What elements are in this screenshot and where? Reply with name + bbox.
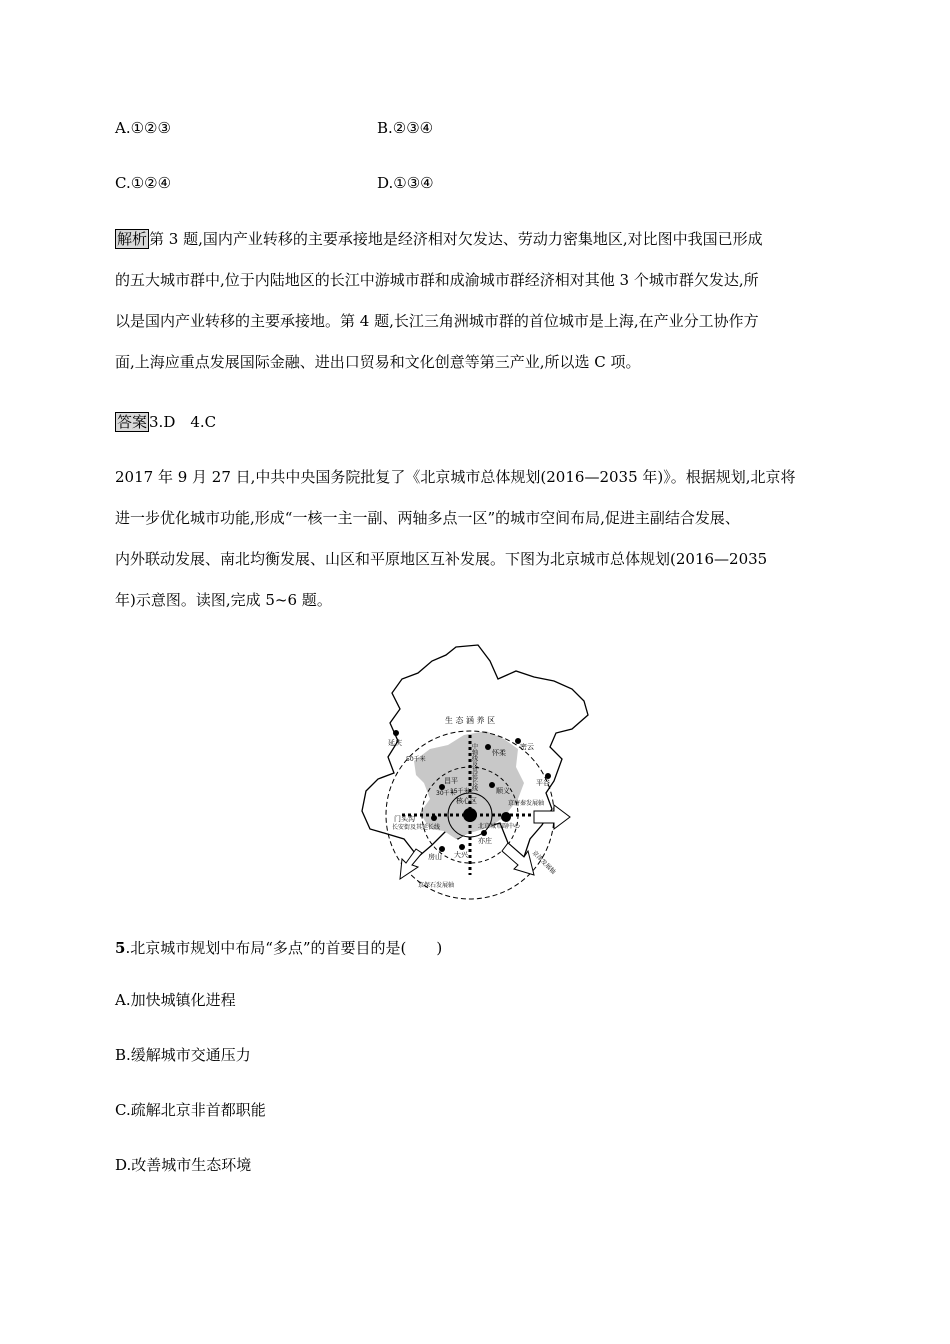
label-yanqing: 延庆: [388, 739, 402, 747]
label-huairou: 怀柔: [492, 749, 506, 757]
mentougou-dot: [431, 815, 437, 821]
label-daxing: 大兴: [454, 851, 468, 859]
intro-line-4: 年)示意图。读图,完成 5~6 题。: [115, 591, 332, 609]
fangshan-dot: [439, 846, 445, 852]
intro-line-2: 进一步优化城市功能,形成“一核一主一副、两轴多点一区”的城市空间布局,促进主副结合发展、: [115, 509, 740, 527]
question-5-stem: [115, 938, 442, 958]
q5-option-a: A.加快城镇化进程: [115, 991, 236, 1009]
analysis-block: [115, 229, 835, 393]
q4-option-a: A.①②③: [115, 119, 171, 137]
answer-line: [115, 412, 216, 432]
analysis-line-3: 以是国内产业转移的主要承接地。第 4 题,长江三角洲城市群的首位城市是上海,在产业分工协作方: [115, 312, 759, 330]
core-zone-marker: [463, 808, 477, 822]
q4-option-d: D.①③④: [377, 174, 434, 192]
analysis-tag: 解析: [117, 230, 148, 248]
question-5-text: .北京城市规划中布局“多点”的首要目的是( ): [125, 939, 443, 957]
q4-option-row-1: [115, 118, 434, 138]
answer-tag: 答案: [117, 413, 148, 431]
analysis-line-1: 第 3 题,国内产业转移的主要承接地是经济相对欠发达、劳动力密集地区,对比图中我国已形成: [149, 230, 763, 248]
label-yizhuang: 亦庄: [478, 837, 492, 845]
daxing-dot: [459, 844, 465, 850]
yanqing-dot: [393, 730, 399, 736]
label-mentougou: 门头沟: [394, 815, 415, 823]
label-miyun: 密云: [520, 743, 534, 751]
huairou-dot: [485, 744, 491, 750]
label-sub-center: 北京城市副中心: [478, 823, 521, 830]
label-50km: 50千米: [406, 756, 426, 763]
label-shunyi: 顺义: [496, 787, 510, 795]
question-5-number: 5: [115, 939, 126, 957]
yizhuang-dot: [481, 830, 487, 836]
label-30km: 30千米: [436, 790, 456, 797]
label-changping: 昌平: [444, 777, 458, 785]
label-jingjin: 京津发展轴: [530, 849, 557, 876]
answer-text: 3.D 4.C: [149, 413, 217, 431]
intro-line-3: 内外联动发展、南北均衡发展、山区和平原地区互补发展。下图为北京城市总体规划(2016—2035: [115, 550, 768, 568]
q5-option-c: C.疏解北京非首都职能: [115, 1101, 266, 1119]
shunyi-dot: [489, 782, 495, 788]
label-fangshan: 房山: [428, 853, 442, 861]
q5-option-d: D.改善城市生态环境: [115, 1156, 252, 1174]
label-jingbaoshi: 京保石发展轴: [418, 882, 455, 889]
label-core: 核心区: [456, 797, 477, 805]
q4-option-c: C.①②④: [115, 174, 172, 192]
label-jingtangqin: 京唐秦发展轴: [508, 800, 545, 807]
analysis-line-2: 的五大城市群中,位于内陆地区的长江中游城市群和成渝城市群经济相对其他 3 个城市群欠发达,所: [115, 271, 759, 289]
jingbaoshi-arrow: [400, 849, 422, 879]
sub-center-marker: [501, 812, 511, 822]
q4-option-row-2: [115, 173, 434, 193]
q5-option-b: B.缓解城市交通压力: [115, 1046, 251, 1064]
label-15km: 15千米: [450, 788, 470, 795]
intro-line-1: 2017 年 9 月 27 日,中共中央国务院批复了《北京城市总体规划(2016—2035 年)》。根据规划,北京将: [115, 468, 796, 486]
label-axis-ew: 长安街及其延长线: [392, 824, 441, 831]
q4-option-b: B.②③④: [377, 119, 434, 137]
label-eco-zone: 生 态 涵 养 区: [444, 716, 496, 725]
intro-paragraph: [115, 467, 835, 631]
beijing-plan-map: [358, 643, 594, 903]
label-pinggu: 平谷: [536, 779, 550, 787]
label-axis-ns: 中轴线及其延长线: [470, 743, 478, 791]
analysis-line-4: 面,上海应重点发展国际金融、进出口贸易和文化创意等第三产业,所以选 C 项。: [115, 353, 641, 371]
